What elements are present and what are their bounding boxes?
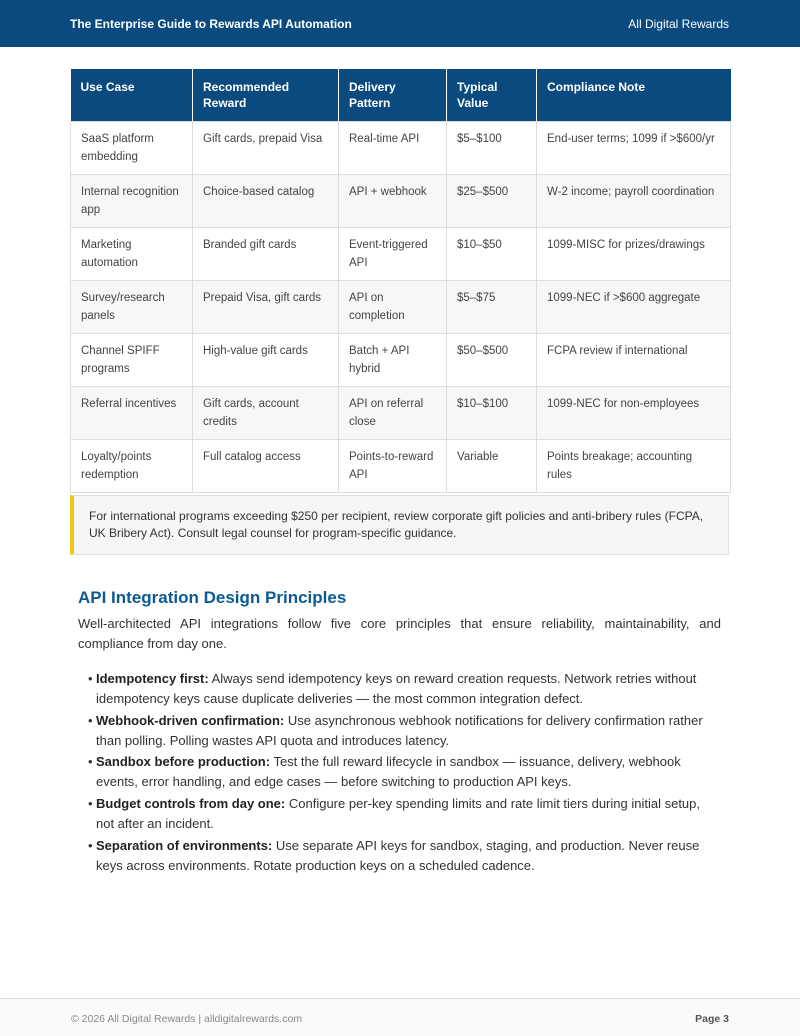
- table-cell: $25–$500: [447, 175, 537, 228]
- list-item: [78, 752, 718, 792]
- column-header: Typical Value: [447, 69, 537, 122]
- list-item: [78, 794, 718, 834]
- table-header-row: [71, 69, 731, 122]
- bullet-icon: •: [88, 837, 93, 853]
- principle-text: Always send idempotency keys on reward creation requests. Network retries without idempotency keys cause duplicate deliveries — the most common integration defect.: [96, 671, 697, 706]
- column-header: Recommended Reward: [193, 69, 339, 122]
- page-header: [0, 0, 800, 47]
- table-cell: 1099-MISC for prizes/drawings: [537, 228, 731, 281]
- table-cell: Marketing automation: [71, 228, 193, 281]
- table-cell: Variable: [447, 440, 537, 493]
- table-cell: Choice-based catalog: [193, 175, 339, 228]
- principle-title: Sandbox before production:: [96, 754, 271, 770]
- table-cell: Loyalty/points redemption: [71, 440, 193, 493]
- table-cell: 1099-NEC if >$600 aggregate: [537, 281, 731, 334]
- table-cell: Prepaid Visa, gift cards: [193, 281, 339, 334]
- list-item: [78, 669, 718, 709]
- table-row: [71, 175, 731, 228]
- table-cell: Channel SPIFF programs: [71, 334, 193, 387]
- table-cell: Points-to-reward API: [339, 440, 447, 493]
- table-cell: Batch + API hybrid: [339, 334, 447, 387]
- table-row: [71, 122, 731, 175]
- table-cell: $10–$100: [447, 387, 537, 440]
- table-row: [71, 281, 731, 334]
- table-cell: $50–$500: [447, 334, 537, 387]
- principle-text: Use separate API keys for sandbox, staging, and production. Never reuse keys across environments. Rotate production keys on a scheduled cadence.: [96, 837, 700, 873]
- list-item: [78, 836, 718, 876]
- table-cell: Event-triggered API: [339, 228, 447, 281]
- bullet-icon: •: [88, 796, 93, 812]
- principle-title: Budget controls from day one:: [96, 796, 286, 812]
- compliance-callout: [70, 495, 729, 555]
- brand-name: All Digital Rewards: [628, 17, 729, 31]
- table-cell: 1099-NEC for non-employees: [537, 387, 731, 440]
- table-cell: Real-time API: [339, 122, 447, 175]
- column-header: Use Case: [71, 69, 193, 122]
- table-cell: Branded gift cards: [193, 228, 339, 281]
- table-cell: API on completion: [339, 281, 447, 334]
- table-cell: Gift cards, account credits: [193, 387, 339, 440]
- table-row: [71, 440, 731, 493]
- table-row: [71, 228, 731, 281]
- list-item: [78, 711, 718, 751]
- table-cell: API + webhook: [339, 175, 447, 228]
- bullet-icon: •: [88, 754, 93, 770]
- table-row: [71, 387, 731, 440]
- principle-title: Idempotency first:: [96, 671, 209, 686]
- table-cell: Referral incentives: [71, 387, 193, 440]
- table-cell: Points breakage; accounting rules: [537, 440, 731, 493]
- column-header: Compliance Note: [537, 69, 731, 122]
- page-footer: [0, 998, 800, 1036]
- section-heading: API Integration Design Principles: [78, 588, 347, 607]
- table-cell: Full catalog access: [193, 440, 339, 493]
- callout-text: For international programs exceeding $250 per recipient, review corporate gift policies and anti-bribery rules (FCPA, UK Bribery Act). Consult legal counsel for program-specific guidance.: [89, 509, 704, 540]
- table-cell: $5–$75: [447, 281, 537, 334]
- section-intro: Well-architected API integrations follow five core principles that ensure reliability, maintainability, and compliance from day one.: [78, 616, 721, 651]
- principle-text: Use asynchronous webhook notifications for delivery confirmation rather than polling. Polling wastes API quota and introduces latency.: [96, 712, 703, 748]
- table-cell: SaaS platform embedding: [71, 122, 193, 175]
- table-cell: W-2 income; payroll coordination: [537, 175, 731, 228]
- use-case-table: [70, 69, 731, 493]
- principle-text: Test the full reward lifecycle in sandbox — issuance, delivery, webhook events, error handling, and edge cases — before switching to production API keys.: [96, 754, 681, 790]
- principle-title: Webhook-driven confirmation:: [96, 712, 285, 728]
- table-cell: FCPA review if international: [537, 334, 731, 387]
- bullet-icon: •: [88, 671, 93, 686]
- column-header: Delivery Pattern: [339, 69, 447, 122]
- table-cell: High-value gift cards: [193, 334, 339, 387]
- table-cell: $5–$100: [447, 122, 537, 175]
- principles-list: [78, 669, 718, 877]
- table-cell: $10–$50: [447, 228, 537, 281]
- principle-text: Configure per-key spending limits and rate limit tiers during initial setup, not after an incident.: [96, 796, 700, 832]
- table-cell: End-user terms; 1099 if >$600/yr: [537, 122, 731, 175]
- footer-copyright: © 2026 All Digital Rewards | alldigitalrewards.com: [71, 1013, 303, 1025]
- bullet-icon: •: [88, 712, 93, 728]
- table-cell: Survey/research panels: [71, 281, 193, 334]
- table-row: [71, 334, 731, 387]
- table-cell: Internal recognition app: [71, 175, 193, 228]
- page-number: Page 3: [695, 1013, 729, 1025]
- table-cell: API on referral close: [339, 387, 447, 440]
- principle-title: Separation of environments:: [96, 837, 273, 853]
- document-title: The Enterprise Guide to Rewards API Automation: [70, 17, 352, 31]
- table-cell: Gift cards, prepaid Visa: [193, 122, 339, 175]
